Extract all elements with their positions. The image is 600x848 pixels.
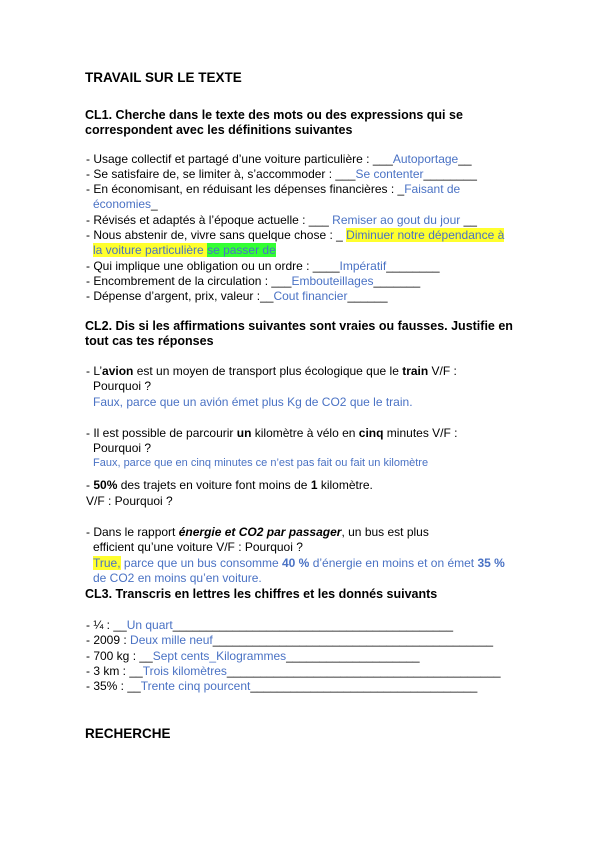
cl1-item-8-suffix: ______ [347,289,388,303]
cl1-item-6-prefix: - Qui implique une obligation ou un ordre : ____ [86,259,340,273]
cl1-item-6 [86,259,440,274]
cl2-q2-text-3: minutes V/F : [383,426,458,440]
cl2-q4-answer-bold-2: 35 % [477,556,505,570]
cl1-item-3-suffix: _ [151,197,158,211]
cl3-item-2-suffix: __________________________________________ [212,633,494,647]
cl1-item-2-answer: Se contenter [355,167,424,181]
cl2-q1-answer: Faux, parce que un avión émet plus Kg de CO2 que le train. [93,395,413,409]
cl2-q3-why: V/F : Pourquoi ? [86,494,173,508]
cl2-q4-answer-true: True, [93,556,121,570]
recherche-heading: RECHERCHE [85,726,171,741]
cl2-q2-text-2: kilomètre à vélo en [251,426,359,440]
cl3-item-1-prefix: - ¼ : __ [86,618,127,632]
cl3-item-3-answer: Sept cents_Kilogrammes [152,649,287,663]
cl1-heading-line1: CL1. Cherche dans le texte des mots ou des expressions qui se [85,108,463,122]
cl2-q1-text-2: est un moyen de transport plus écologique que le [133,364,403,378]
cl3-item-3-prefix: - 700 kg : __ [86,649,153,663]
cl2-q1-text-3: V/F : [428,364,457,378]
cl3-item-3 [86,649,420,664]
cl1-item-7-prefix: - Encombrement de la circulation : ___ [86,274,292,288]
cl2-q4-text-2: , un bus est plus [341,525,429,539]
cl2-heading-line1: CL2. Dis si les affirmations suivantes sont vraies ou fausses. Justifie en [85,319,513,333]
cl2-heading-line2: tout cas tes réponses [85,334,214,348]
cl3-item-5-suffix: __________________________________ [250,679,478,693]
cl2-q2-text-1: - Il est possible de parcourir [86,426,237,440]
cl2-q2-bold-2: cinq [358,426,384,440]
cl1-item-5-answer: Diminuer notre dépendance à [346,228,505,242]
cl2-q2-why: Pourquoi ? [93,441,152,455]
cl1-item-4-answer: Remiser ao gout du jour [332,213,461,227]
cl1-item-6-suffix: ________ [386,259,440,273]
cl1-item-2 [86,167,477,182]
cl3-item-5-answer: Trente cinq pourcent [140,679,251,693]
cl3-item-3-suffix: ____________________ [286,649,420,663]
cl2-q2 [86,426,458,441]
cl1-item-5-prefix: - Nous abstenir de, vivre sans quelque chose : _ [86,228,347,242]
cl1-item-5-answer-cont: la voiture particulière [93,243,208,257]
cl2-q3-text-3: kilomètre. [317,478,373,492]
cl1-item-3-answer-cont: économies [93,197,152,211]
cl3-item-1-suffix: __________________________________________ [172,618,454,632]
cl2-q1-bold-2: train [402,364,429,378]
cl2-q2-answer: Faux, parce que en cinq minutes ce n’est pas fait ou fait un kilomètre [93,457,429,469]
cl2-q1-why: Pourquoi ? [93,379,152,393]
cl1-item-8-prefix: - Dépense d’argent, prix, valeur :__ [86,289,274,303]
cl3-item-5-prefix: - 35% : __ [86,679,141,693]
cl1-item-4-suffix: __ [460,213,477,227]
cl1-item-6-answer: Impératif [339,259,387,273]
cl2-q4-line2: efficient qu’une voiture V/F : Pourquoi ? [93,540,303,554]
cl1-item-2-suffix: ________ [423,167,477,181]
cl3-item-4-prefix: - 3 km : __ [86,664,143,678]
cl2-q4-bold-italic: énergie et CO2 par passager [178,525,342,539]
cl1-item-8-answer: Cout financier [273,289,348,303]
cl2-q3-bold-2: 1 [310,478,318,492]
cl2-q1 [86,364,457,379]
cl1-item-5 [86,228,504,243]
cl2-q1-bold-1: avion [102,364,134,378]
cl1-item-4 [86,213,477,228]
cl2-q4-answer-bold-1: 40 % [282,556,310,570]
cl1-item-3-prefix: - En économisant, en réduisant les dépenses financières : _ [86,182,405,196]
cl1-item-1-prefix: - Usage collectif et partagé d’une voiture particulière : ___ [86,152,393,166]
cl3-item-4-answer: Trois kilomètres [142,664,227,678]
cl2-q3-text-1: - [86,478,94,492]
cl1-item-4-prefix: - Révisés et adaptés à l’époque actuelle : ___ [86,213,333,227]
cl1-item-7 [86,274,420,289]
cl2-q3-text-2: des trajets en voiture font moins de [117,478,311,492]
cl1-item-5-cont [93,243,276,258]
cl3-item-1 [86,618,453,633]
cl2-q3-bold-1: 50% [93,478,118,492]
cl2-q4 [86,525,429,540]
cl1-heading-line2: correspondent avec les définitions suivantes [85,123,353,137]
cl2-q3 [86,478,373,493]
cl1-item-3 [86,182,460,197]
cl2-q4-answer-line2: de CO2 en moins qu’en voiture. [93,571,262,585]
cl3-item-2 [86,633,493,648]
cl2-q4-answer [93,556,505,571]
page-title: TRAVAIL SUR LE TEXTE [85,70,242,85]
cl1-item-1 [86,152,472,167]
cl3-item-5 [86,679,477,694]
cl2-q4-text-1: - Dans le rapport [86,525,179,539]
cl3-item-1-answer: Un quart [126,618,173,632]
cl3-heading: CL3. Transcris en lettres les chiffres et les donnés suivants [85,587,438,601]
cl3-item-4 [86,664,501,679]
cl2-q4-answer-text-2: d’énergie en moins et on émet [309,556,478,570]
cl1-item-1-answer: Autoportage [392,152,459,166]
cl1-item-7-answer: Embouteillages [291,274,374,288]
cl1-item-1-suffix: __ [458,152,472,166]
cl1-item-8 [86,289,388,304]
cl2-q1-text-1: - L’ [86,364,103,378]
cl3-item-4-suffix: _________________________________________ [226,664,501,678]
cl2-q4-answer-text-1: parce que un bus consomme [120,556,282,570]
cl1-item-3-cont [93,197,158,212]
cl3-item-2-answer: Deux mille neuf [130,633,213,647]
cl1-item-3-answer: Faisant de [404,182,461,196]
cl1-item-7-suffix: _______ [373,274,421,288]
cl2-q2-bold-1: un [236,426,252,440]
cl1-item-2-prefix: - Se satisfaire de, se limiter à, s’accommoder : ___ [86,167,356,181]
cl3-item-2-prefix: - 2009 : [86,633,131,647]
cl1-item-5-answer-alt: se passer de [207,243,276,257]
